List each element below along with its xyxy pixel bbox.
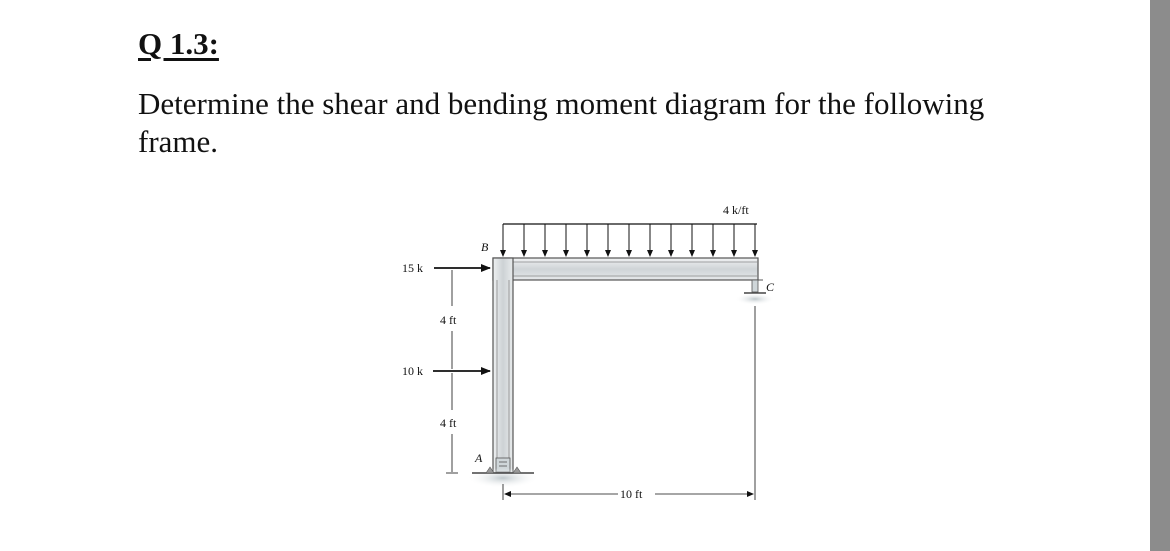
label-C: C bbox=[766, 280, 775, 294]
dimension-upper-label: 4 ft bbox=[440, 313, 457, 327]
span-label: 10 ft bbox=[620, 487, 643, 501]
force-10k-label: 10 k bbox=[402, 364, 423, 378]
span-dimension bbox=[503, 306, 755, 500]
label-B: B bbox=[481, 240, 489, 254]
scrollbar-edge bbox=[1150, 0, 1170, 551]
distributed-load-label: 4 k/ft bbox=[723, 203, 749, 217]
label-A: A bbox=[475, 451, 483, 465]
question-title: Q 1.3: bbox=[138, 26, 219, 61]
beam-BC bbox=[493, 258, 758, 280]
load-arrows bbox=[503, 224, 755, 256]
dimension-lower-label: 4 ft bbox=[440, 416, 457, 430]
question-text: Determine the shear and bending moment diagram for the following frame. bbox=[138, 86, 985, 159]
column-AB bbox=[493, 258, 513, 473]
force-15k-label: 15 k bbox=[402, 261, 423, 275]
distributed-load bbox=[503, 224, 757, 256]
